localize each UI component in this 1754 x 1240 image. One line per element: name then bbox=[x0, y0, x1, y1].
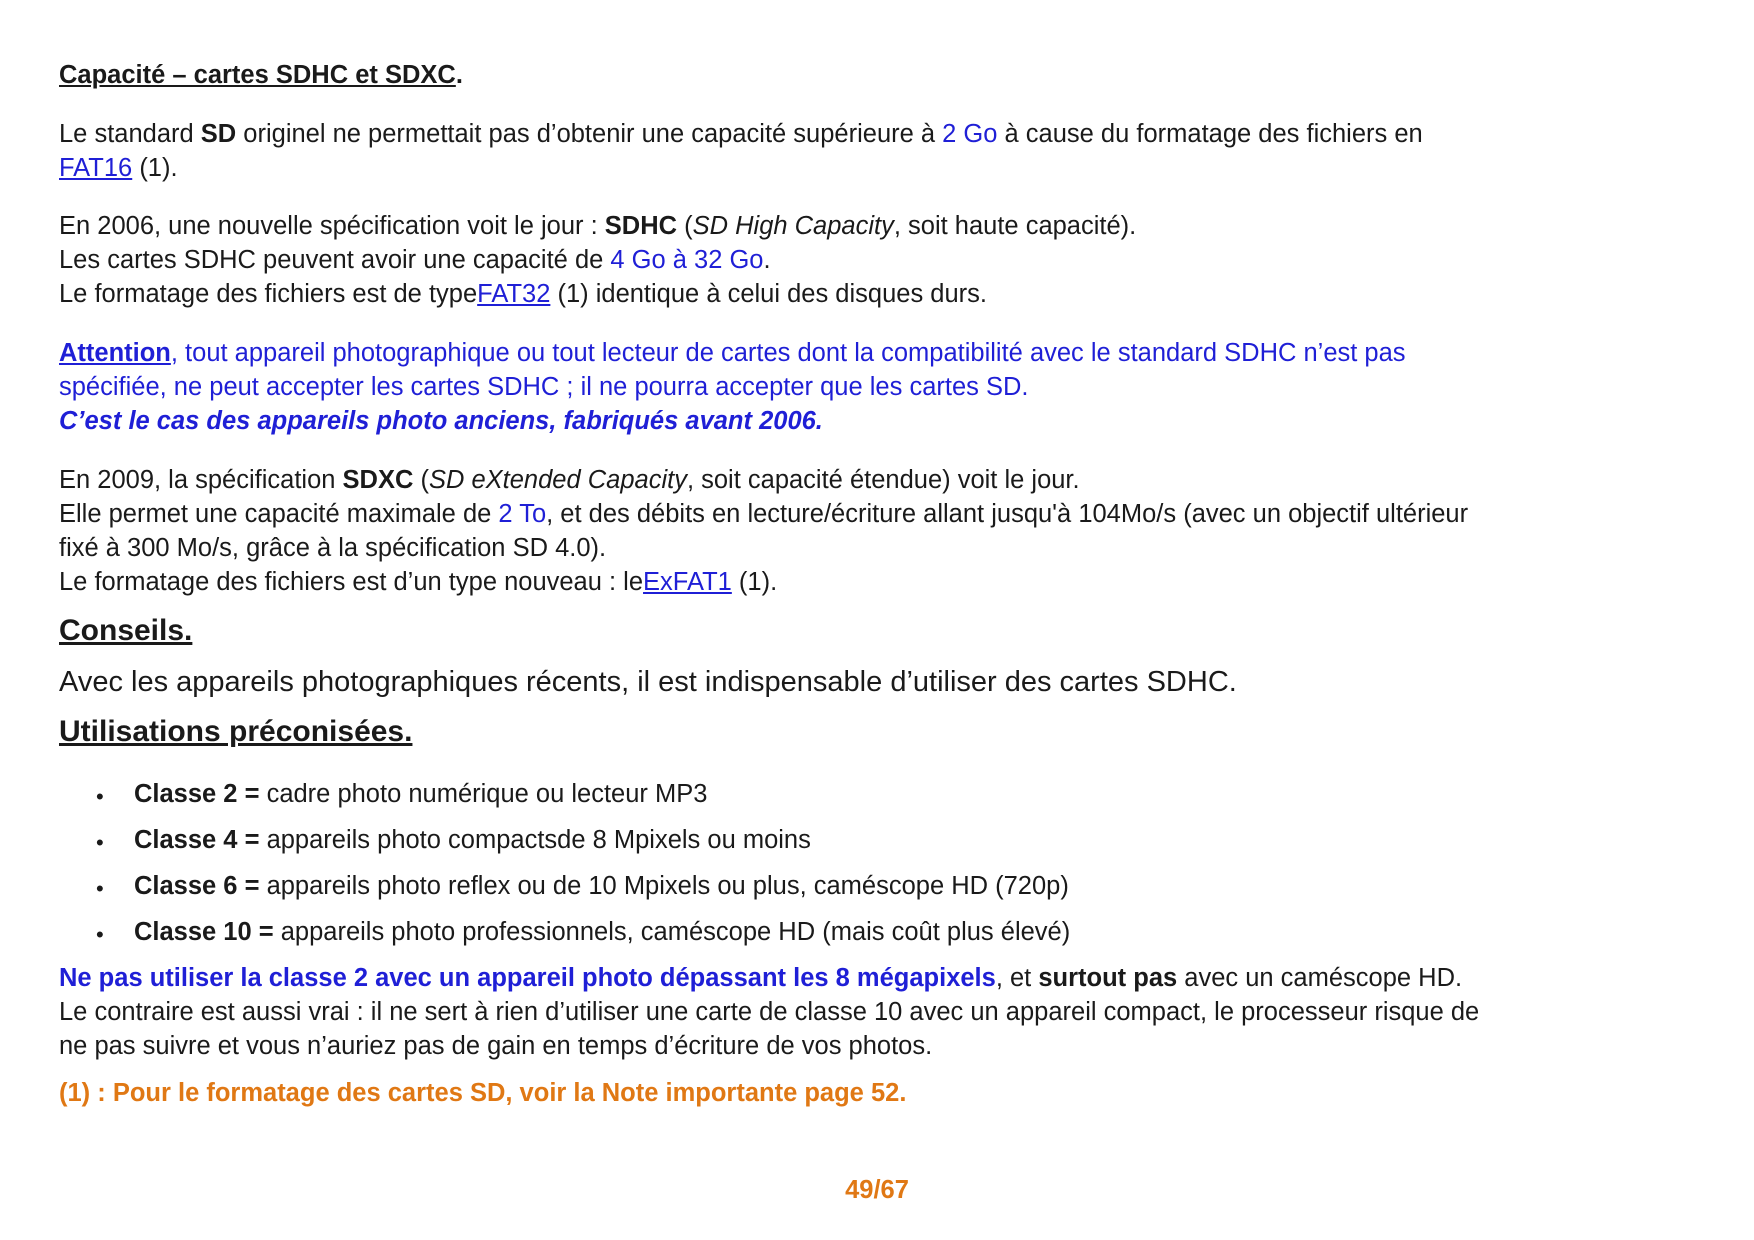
page-number: 49/67 bbox=[845, 1176, 909, 1204]
paragraph-sdhc-line-2: Les cartes SDHC peuvent avoir une capacité de 4 Go à 32 Go. bbox=[59, 246, 771, 274]
list-item: Classe 4 = appareils photo compactsde 8 Mpixels ou moins bbox=[134, 826, 811, 854]
list-item: Classe 10 = appareils photo professionnels, caméscope HD (mais coût plus élevé) bbox=[134, 918, 1071, 946]
fat16-link[interactable]: FAT16 bbox=[59, 154, 133, 182]
paragraph-sdhc-line-1: En 2006, une nouvelle spécification voit le jour : SDHC (SD High Capacity, soit haute capacité). bbox=[59, 212, 1137, 240]
attention-line-2: spécifiée, ne peut accepter les cartes SDHC ; il ne pourra accepter que les cartes SD. bbox=[59, 373, 1029, 401]
attention-line-1: Attention, tout appareil photographique ou tout lecteur de cartes dont la compatibilité avec le standard SDHC n’est pas bbox=[59, 339, 1406, 367]
attention-line-3: C’est le cas des appareils photo anciens, fabriqués avant 2006. bbox=[59, 407, 823, 435]
bullet-icon: • bbox=[96, 784, 104, 809]
bullet-icon: • bbox=[96, 830, 104, 855]
paragraph-sdxc-line-3: fixé à 300 Mo/s, grâce à la spécification SD 4.0). bbox=[59, 534, 607, 562]
paragraph-sdxc-line-1: En 2009, la spécification SDXC (SD eXtended Capacity, soit capacité étendue) voit le jour. bbox=[59, 466, 1080, 494]
paragraph-sd-line-2: FAT16 (1). bbox=[59, 154, 178, 182]
utilisations-heading: Utilisations préconisées. bbox=[59, 715, 413, 748]
bullet-icon: • bbox=[96, 876, 104, 901]
paragraph-sdxc-line-4: Le formatage des fichiers est d’un type nouveau : leExFAT1 (1). bbox=[59, 568, 778, 596]
paragraph-sd-line-1: Le standard SD originel ne permettait pas d’obtenir une capacité supérieure à 2 Go à cause du formatage des fichiers en bbox=[59, 120, 1423, 148]
warning-line-1: Ne pas utiliser la classe 2 avec un appareil photo dépassant les 8 mégapixels, et surtout pas avec un caméscope HD. bbox=[59, 964, 1463, 992]
list-item: Classe 2 = cadre photo numérique ou lecteur MP3 bbox=[134, 780, 708, 808]
footnote: (1) : Pour le formatage des cartes SD, voir la Note importante page 52. bbox=[59, 1079, 907, 1107]
warning-line-3: ne pas suivre et vous n’auriez pas de gain en temps d’écriture de vos photos. bbox=[59, 1032, 933, 1060]
section-title: Capacité – cartes SDHC et SDXC. bbox=[59, 61, 463, 89]
bullet-icon: • bbox=[96, 922, 104, 947]
exfat-link[interactable]: ExFAT1 bbox=[643, 568, 732, 596]
conseils-text: Avec les appareils photographiques récents, il est indispensable d’utiliser des cartes SDHC. bbox=[59, 666, 1237, 698]
paragraph-sdhc-line-3: Le formatage des fichiers est de typeFAT32 (1) identique à celui des disques durs. bbox=[59, 280, 987, 308]
list-item: Classe 6 = appareils photo reflex ou de 10 Mpixels ou plus, caméscope HD (720p) bbox=[134, 872, 1069, 900]
warning-line-2: Le contraire est aussi vrai : il ne sert à rien d’utiliser une carte de classe 10 avec un appareil compact, le processeur risque de bbox=[59, 998, 1480, 1026]
paragraph-sdxc-line-2: Elle permet une capacité maximale de 2 To, et des débits en lecture/écriture allant jusqu'à 104Mo/s (avec un objectif ultérieur bbox=[59, 500, 1469, 528]
fat32-link[interactable]: FAT32 bbox=[477, 280, 551, 308]
conseils-heading: Conseils. bbox=[59, 614, 193, 647]
